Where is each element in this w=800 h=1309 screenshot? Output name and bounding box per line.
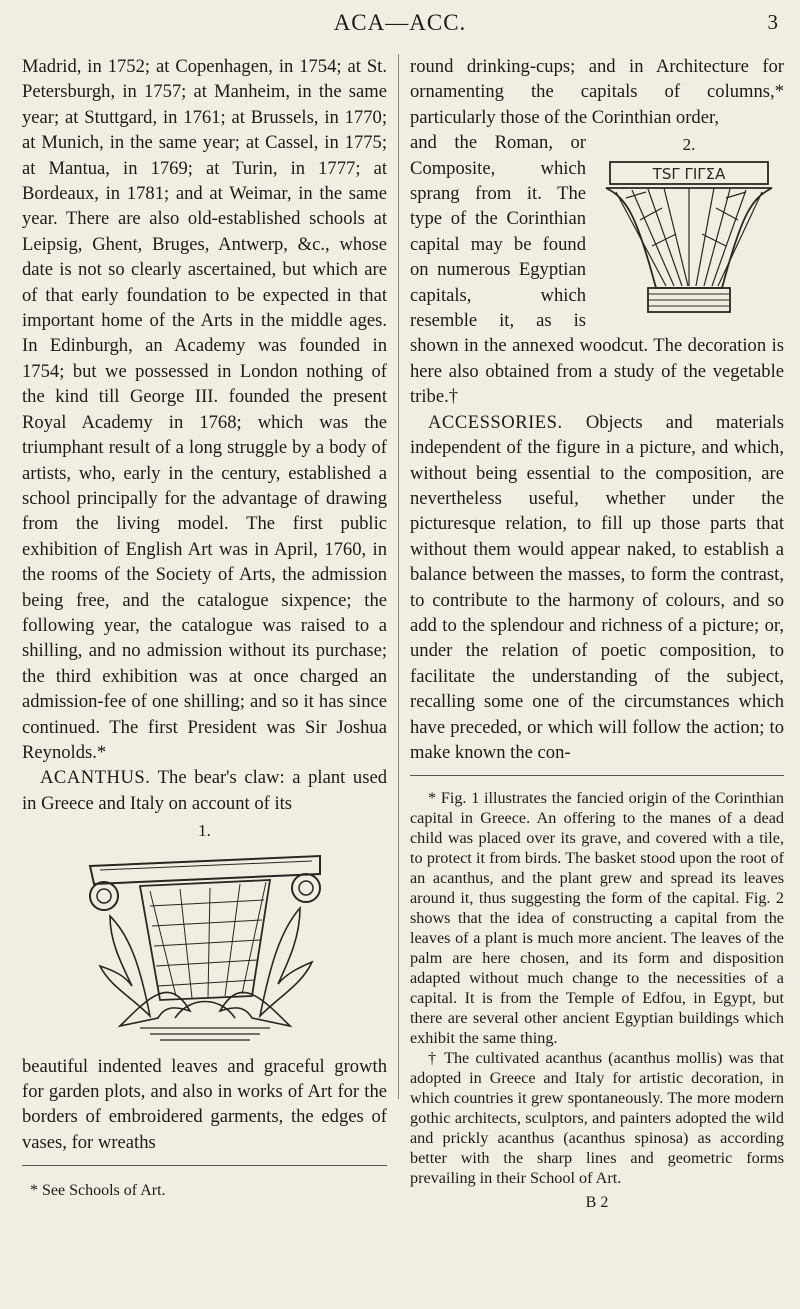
acanthus-entry bbox=[22, 765, 387, 816]
page-header bbox=[0, 0, 800, 50]
figure-1-corinthian-capital-woodcut bbox=[80, 846, 330, 1046]
footnote-see-schools: * See Schools of Art. bbox=[30, 1182, 166, 1200]
accessories-entry bbox=[410, 410, 784, 766]
offering-basket bbox=[140, 880, 270, 1000]
running-title: ACA—ACC. bbox=[333, 10, 467, 35]
footnote-cultivated-acanthus: † The cultivated acanthus (acanthus mollis) was that adopted in Greece and Italy for artistic decoration, in which countries it grew spontaneously. The more modern gothic architects, sculptors, and painters adopted the wild and prickly acanthus (acanthus spinosa) as according better with the sharp lines and geometric forms prevailing in their School of Art. bbox=[410, 1049, 784, 1188]
right-paragraph-drinking-cups: round drinking-cups; and in Architecture for ornamenting the capitals of columns,* particularly those of the Corinthian order, bbox=[410, 56, 784, 128]
acanthus-text-2: beautiful indented leaves and graceful growth for garden plots, and also in works of Art for the borders of embroidered garments, the edges of vases, for wreaths bbox=[22, 1055, 387, 1153]
accessories-text: Objects and materials independent of the figure in a picture, and which, without being essential to the composition, are nevertheless useful, whether under the picturesque relation, to fill up those parts that without them would appear naked, to establish a balance between the masses, to form the contrast, to contribute to the harmony of colours, and so add to the splendour and richness of a picture; or, under the relation of poetic composition, to facilitate the understanding of the subject, recalling some one of the circumstances which have preceded, or which will follow the action; to make known the con- bbox=[410, 411, 784, 763]
figure-2-label: 2. bbox=[682, 135, 696, 155]
acanthus-leaves bbox=[100, 908, 312, 1026]
figure-2-container bbox=[594, 130, 784, 315]
left-paragraph-academies: Madrid, in 1752; at Copenhagen, in 1754; at St. Petersburgh, in 1757; at Manheim, in the same year; at Stuttgard, in 1761; at Brussels, in 1770; at Munich, in the same year; at Cassel, in 1775; at Mantua, in 1769; at Turin, in 1777; at Bordeaux, in 1781; and at Weimar, in the same year. There are also old-established schools at Leipsig, Ghent, Bruges, Antwerp, &c., whose date is not so clearly ascertained, but which are of that early foundation to be expected in that important home of the Arts in the middle ages. In Edinburgh, an Academy was founded in 1754; but we possessed in London nothing of the kind till George III. founded the present Royal Academy in 1768; which was the triumphant result of a long struggle by a body of artists, who, early in the century, established a school principally for the advantage of drawing from the living model. The first public exhibition of English Art was in April, 1760, in the rooms of the Society of Arts, the admission being free, and the catalogue sixpence; the following year, the catalogue was raised to a shilling, and no admission without its purchase; the third exhibition was at once charged an admission-fee of one shilling; and so it has since continued. The first President was Sir Joshua Reynolds.* bbox=[22, 56, 387, 763]
footnote-divider-left bbox=[22, 1165, 387, 1166]
right-column bbox=[410, 54, 784, 1216]
footnotes-right bbox=[410, 788, 784, 1188]
page-number: 3 bbox=[767, 10, 778, 34]
right-paragraph-corinthian: and the Roman, or Composite, which sprang from it. The type of the Corinthian capital may be found on numerous Egyptian capitals, which resemble it, as is shown in the annexed woodcut. The decoration is here also obtained from a study of the vegetable tribe.† bbox=[410, 132, 784, 408]
palm-leaves bbox=[616, 188, 762, 286]
figure-2-egyptian-capital-woodcut bbox=[596, 158, 782, 316]
acanthus-text-1: The bear's claw: a plant used in Greece and Italy on account of its bbox=[22, 767, 387, 814]
figure-2-inscription: TSΓ ΓIΓΣA bbox=[652, 164, 726, 183]
printer-signature: B 2 bbox=[585, 1194, 609, 1212]
acanthus-heading: ACANTHUS. bbox=[40, 767, 151, 789]
column-divider bbox=[398, 54, 399, 1099]
right-volute bbox=[292, 874, 320, 902]
left-column bbox=[22, 54, 387, 1204]
capital-abacus bbox=[90, 856, 320, 884]
figure-1-label: 1. bbox=[198, 821, 211, 841]
left-volute bbox=[90, 882, 118, 910]
accessories-heading: ACCESSORIES. bbox=[428, 411, 563, 433]
footnote-divider-right bbox=[410, 775, 784, 776]
footnote-fig-1: * Fig. 1 illustrates the fancied origin of the Corinthian capital in Greece. An offering to the manes of a dead child was placed over its grave, and covered with a tile, to protect it from birds. The basket stood upon the root of an acanthus, and the plant grew and spread its leaves around it, thus suggesting the form of the capital. Fig. 2 shows that the idea of constructing a capital from the leaves of a plant is much more ancient. The leaves of the palm are here chosen, and its form and disposition adapted without much change to the necessities of a capital. It is from the Temple of Edfou, in Egypt, but there are several other ancient Egyptian buildings which exhibit the same thing. bbox=[410, 789, 784, 1048]
